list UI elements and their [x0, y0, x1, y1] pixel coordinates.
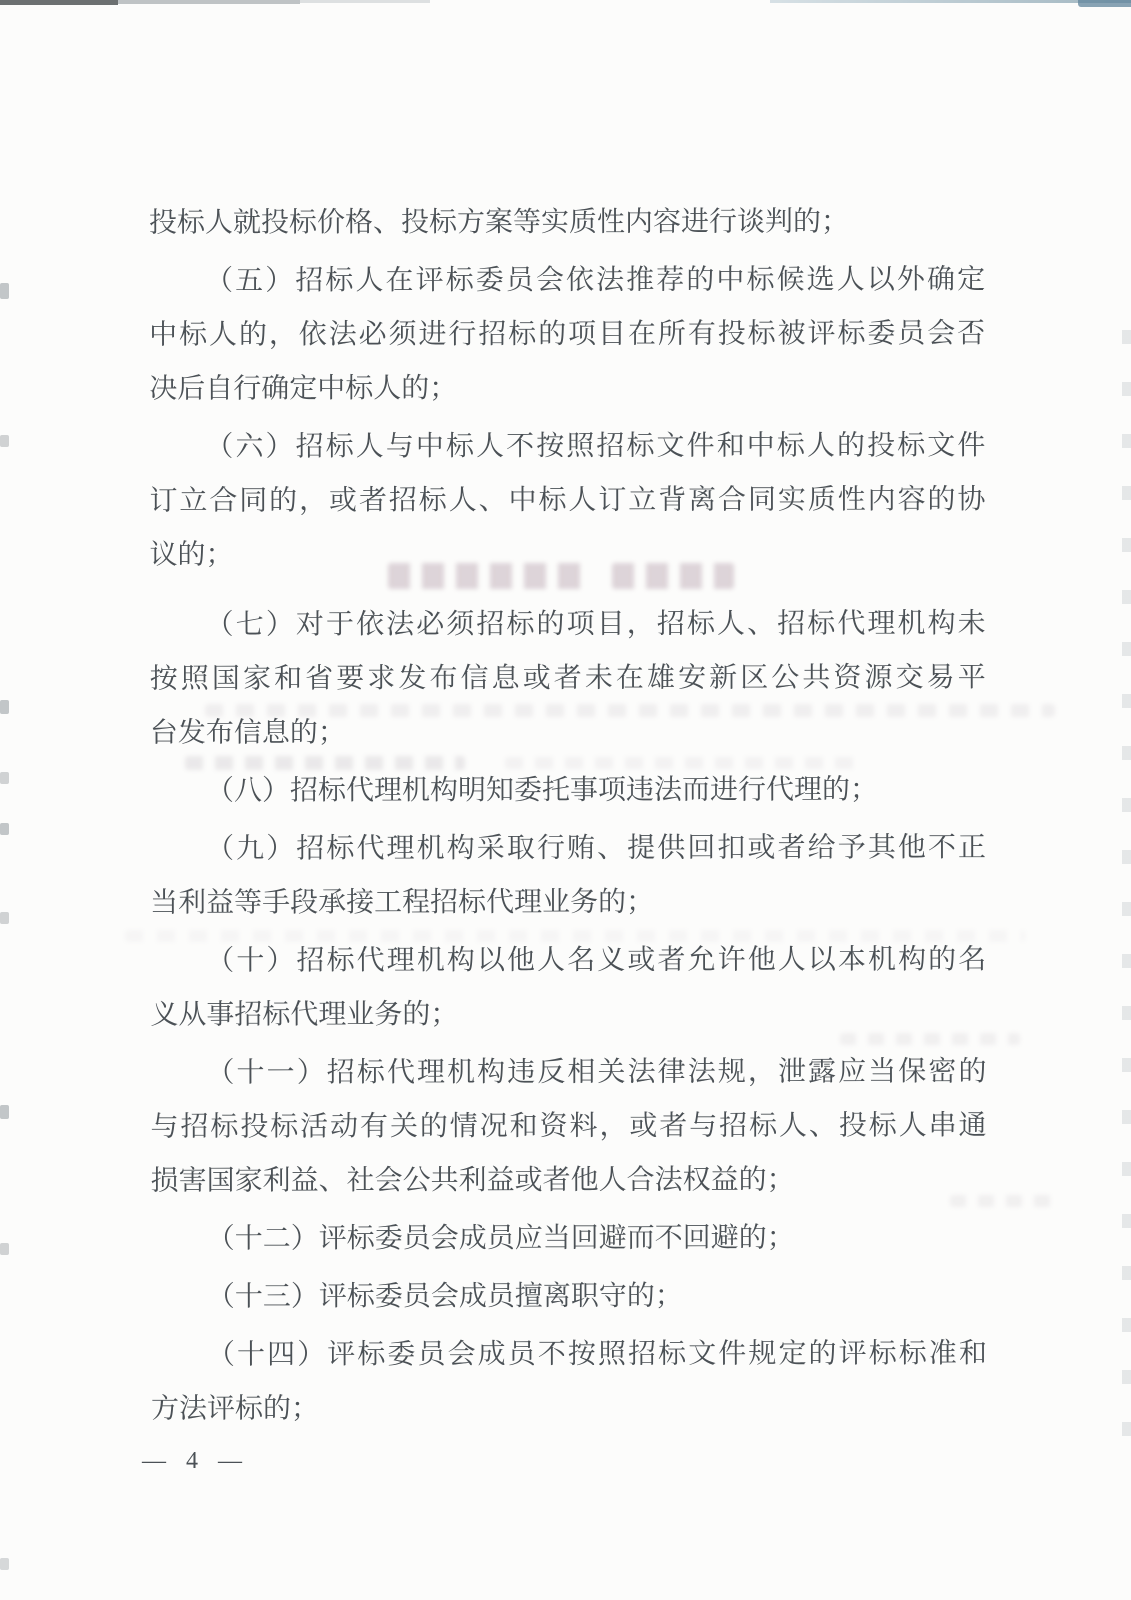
scanner-edge-mark	[0, 0, 118, 5]
document-text-line: 损害国家利益、社会公共利益或者他人合法权益的；	[150, 1164, 795, 1197]
scanner-edge-mark	[1078, 0, 1131, 7]
scanner-edge-mark	[0, 1105, 9, 1119]
scanner-edge-mark	[300, 0, 430, 3]
scanner-edge-mark	[0, 1243, 9, 1255]
scanner-edge-mark	[0, 283, 9, 299]
document-text-line: 方法评标的；	[151, 1393, 320, 1425]
scanner-edge-mark	[118, 0, 300, 4]
scanner-edge-mark	[0, 772, 9, 784]
document-text-line: （十三）评标委员会成员擅离职守的；	[206, 1280, 683, 1313]
document-text-line: （六）招标人与中标人不按照招标文件和中标人的投标文件	[205, 430, 986, 463]
page-number: — 4 —	[142, 1448, 249, 1474]
document-text-line: 议的；	[149, 539, 234, 571]
scanner-edge-mark	[0, 1558, 9, 1570]
scanner-edge-mark	[0, 700, 9, 714]
scanner-edge-mark	[0, 823, 9, 835]
document-text-line: （十）招标代理机构以他人名义或者允许他人以本机构的名	[206, 944, 987, 977]
document-text-line: 与招标投标活动有关的情况和资料，或者与招标人、投标人串通	[150, 1110, 987, 1143]
document-text-line: （九）招标代理机构采取行贿、提供回扣或者给予其他不正	[206, 832, 987, 865]
document-text-line: （八）招标代理机构明知委托事项违法而进行代理的；	[205, 774, 878, 807]
scanner-edge-mark	[0, 912, 9, 924]
document-text-line: （五）招标人在评标委员会依法推荐的中标候选人以外确定	[205, 264, 986, 297]
document-text-line: （十一）招标代理机构违反相关法律法规，泄露应当保密的	[206, 1056, 987, 1089]
bleed-through-mark	[1122, 330, 1131, 1450]
document-text-line: （十四）评标委员会成员不按照招标文件规定的评标标准和	[206, 1338, 987, 1371]
document-text-line: 台发布信息的；	[149, 717, 346, 749]
document-text-line: 决后自行确定中标人的；	[149, 373, 458, 405]
document-text-line: 当利益等手段承接工程招标代理业务的；	[150, 886, 655, 919]
scanner-edge-mark	[770, 0, 1131, 3]
document-text-line: 义从事招标代理业务的；	[150, 999, 459, 1031]
document-text-line: （七）对于依法必须招标的项目，招标人、招标代理机构未	[205, 608, 986, 641]
document-text-line: 投标人就投标价格、投标方案等实质性内容进行谈判的；	[148, 206, 850, 239]
document-text-line: 中标人的，依法必须进行招标的项目在所有投标被评标委员会否	[149, 318, 986, 351]
document-text-line: 按照国家和省要求发布信息或者未在雄安新区公共资源交易平	[149, 662, 986, 695]
scanner-edge-mark	[0, 435, 9, 447]
document-body	[149, 195, 987, 1436]
document-text-line: 订立合同的，或者招标人、中标人订立背离合同实质性内容的协	[149, 484, 986, 517]
document-text-line: （十二）评标委员会成员应当回避而不回避的；	[206, 1222, 795, 1255]
